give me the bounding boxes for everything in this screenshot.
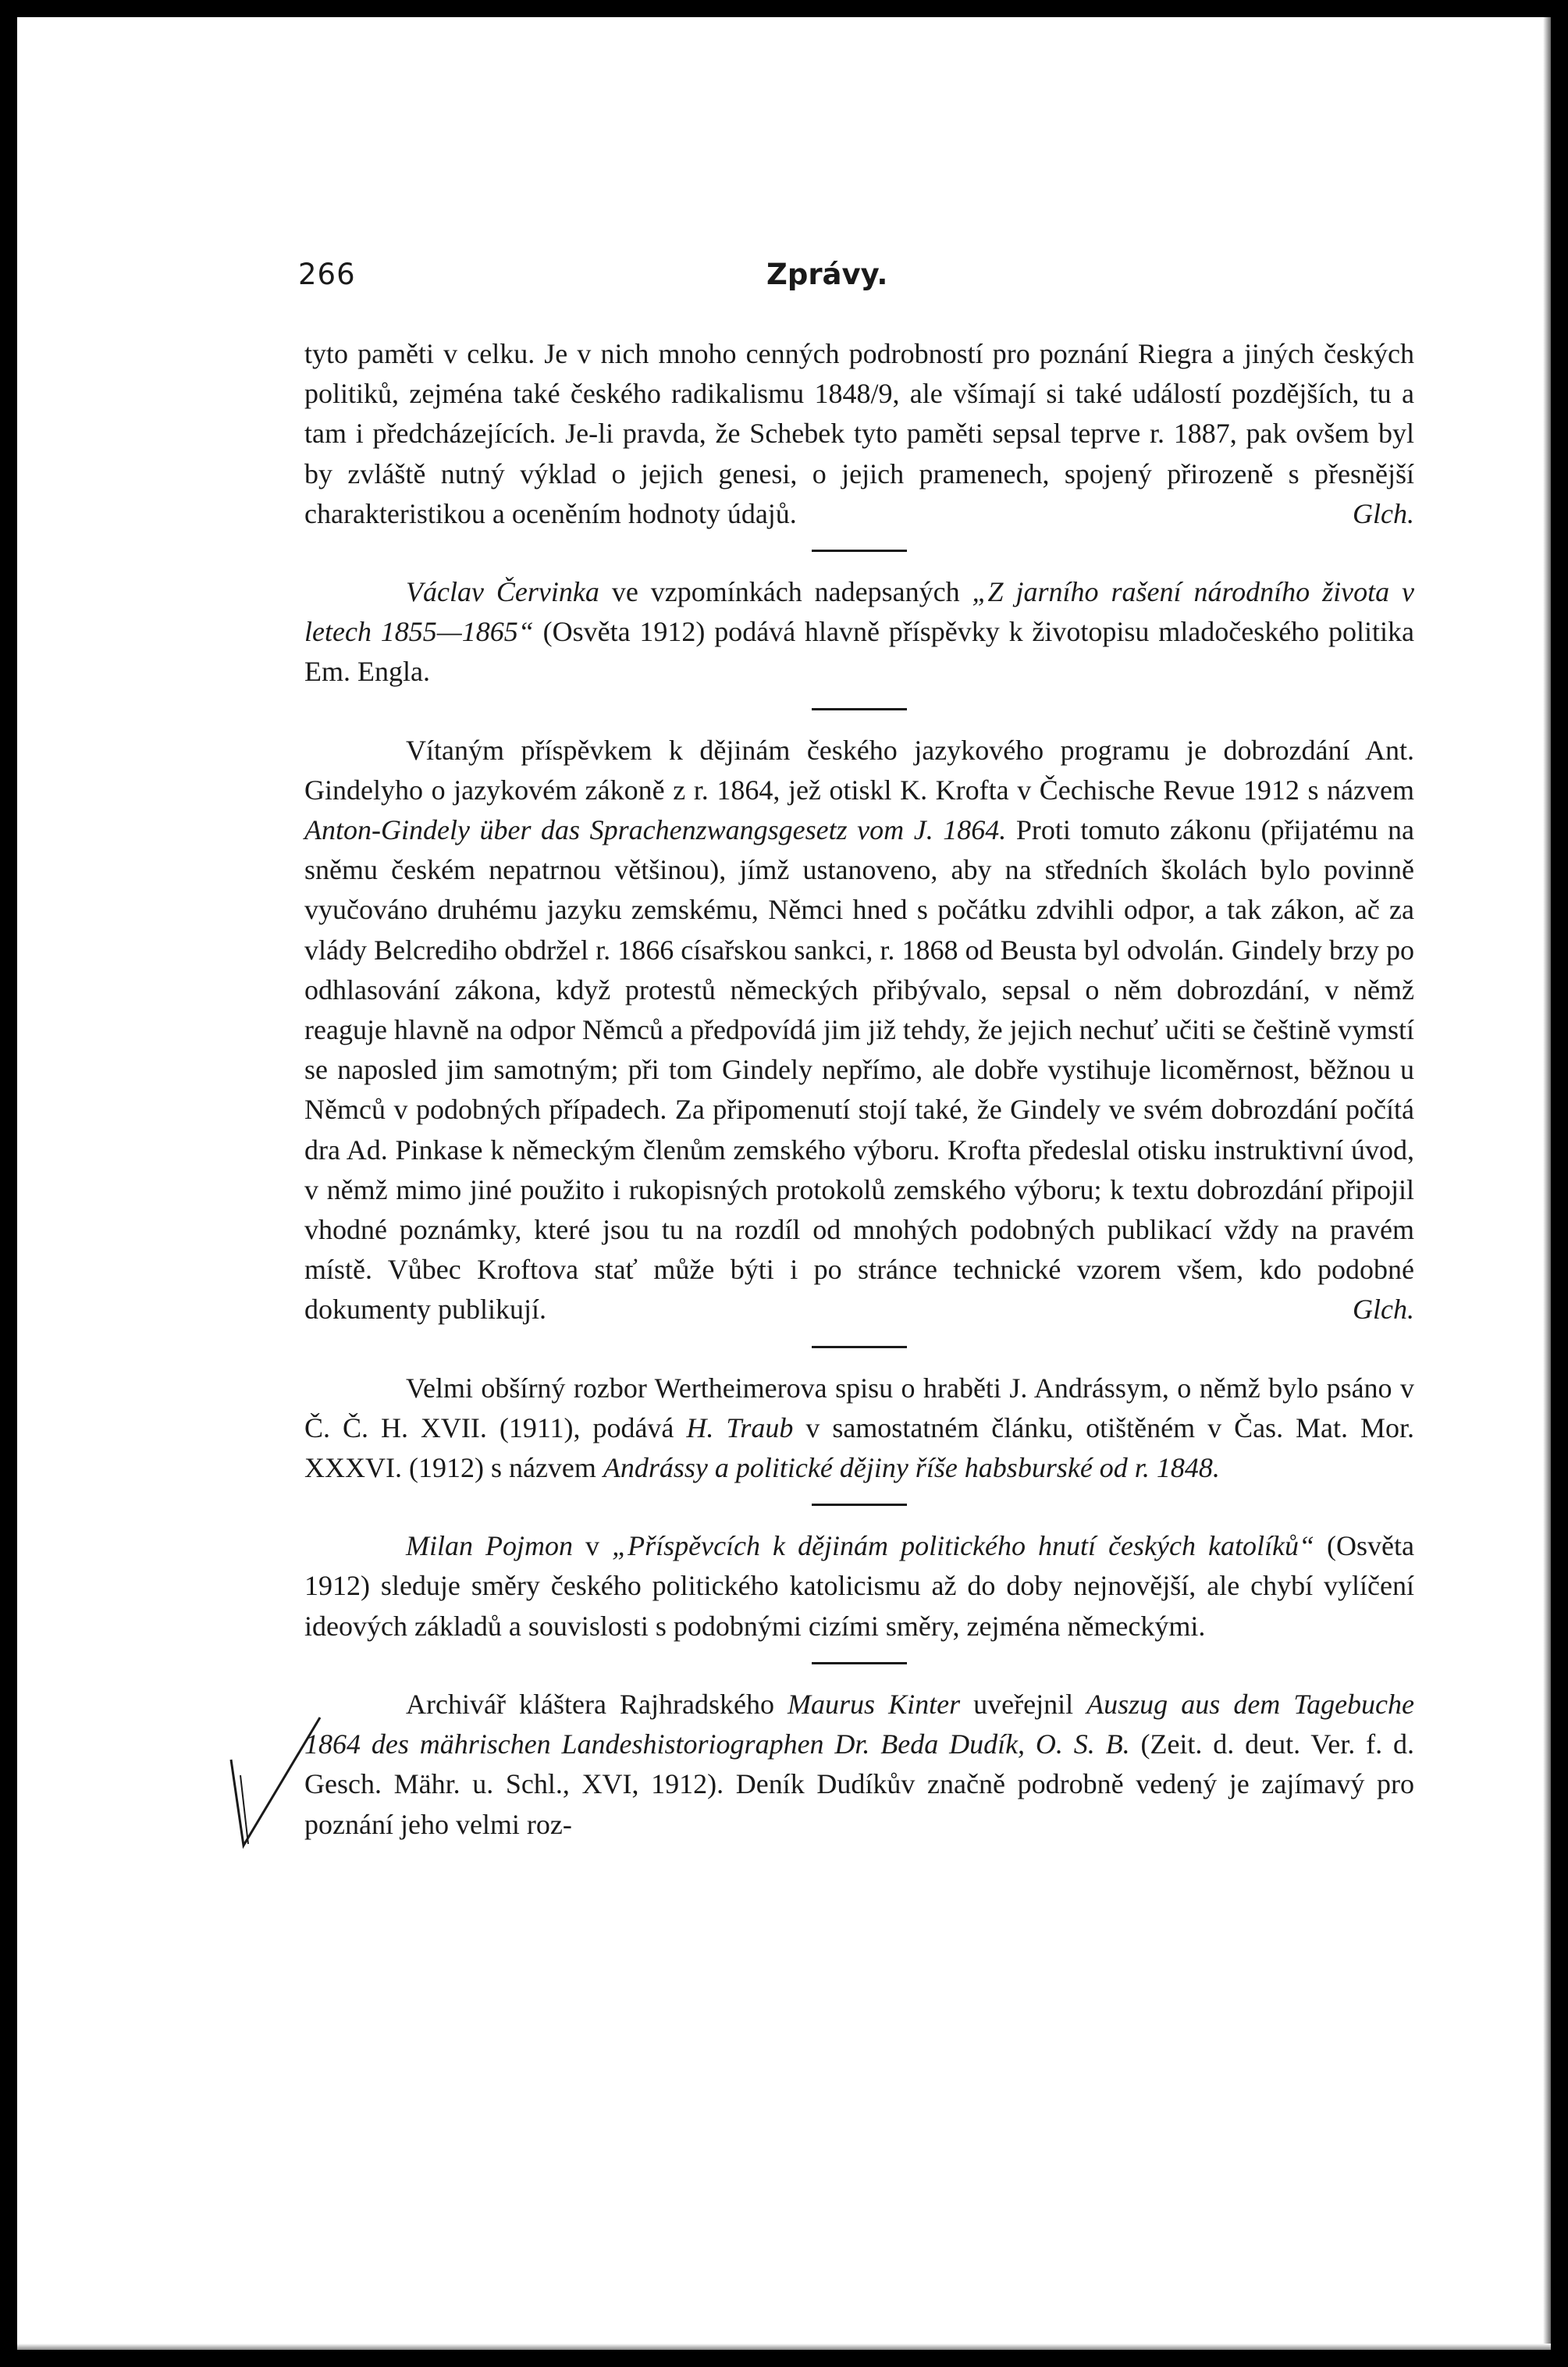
paragraph-3: Vítaným příspěvkem k dějinám českého jazykového programu je dobrozdání Ant. Gindelyho o jazykovém zákoně z r. 1864, jež otiskl K. Krofta v Čechische Revue 1912 s názvem Anton-Gindely über das Sprachenzwangsgesetz vom J. 1864. Proti tomuto zákonu (přijatému na sněmu českém nepatrnou většinou), jímž ustanoveno, aby na středních školách bylo povinně vyučováno druhému jazyku zemskému, Němci hned s počátku zdvihli odpor, a tak zákon, ač za vlády Belcrediho obdržel r. 1866 císařskou sankci, r. 1868 od Beusta byl odvolán. Gindely brzy po odhlasování zákona, když protestů německých přibývalo, sepsal o něm dobrozdání, v němž reaguje hlavně na odpor Němců a předpovídá jim již tehdy, že jejich nechuť učiti se češtině vymstí se naposled jim samotným; při tom Gindely nepřímo, ale dobře vystihuje licoměrnost, běžnou u Němců v podobných případech. Za připomenutí stojí také, že Gindely ve svém dobrozdání počítá dra Ad. Pinkase k německým členům zemského výboru. Krofta předeslal otisku instruktivní úvod, v němž mimo jiné použito i rukopisných protokolů zemského výboru; k textu dobrozdání připojil vhodné poznámky, které jsou tu na rozdíl od mnohých podobných publikací vždy na pravém místě. Vůbec Kroftova stať může býti i po stránce technické vzorem všem, kdo podobné dokumenty publikují. Glch. — [304, 731, 1414, 1330]
paragraph-5: Milan Pojmon v „Příspěvcích k dějinám politického hnutí českých katolíků“ (Osvěta 1912) sleduje směry českého politického katolicismu až do doby nejnovější, ale chybí vylíčení ideových základů a souvislosti s podobnými cizími směry, zejména německými. — [304, 1530, 1414, 1642]
divider — [812, 1346, 907, 1348]
signature: Glch. — [1353, 497, 1414, 529]
divider — [812, 708, 907, 710]
running-title: Zprávy. — [766, 258, 888, 291]
work-title: Auszug aus dem Tagebuche 1864 des mährischen Landeshistoriographen Dr. Beda Dudík, O. S. B. — [304, 1688, 1415, 1760]
work-title: „Příspěvcích k dějinám politického hnutí českých katolíků“ — [612, 1530, 1314, 1562]
page-sheet — [17, 17, 1551, 2350]
paragraph-2: Václav Červinka ve vzpomínkách nadepsaných „Z jarního rašení národního života v letech 1855—1865“ (Osvěta 1912) podává hlavně příspěvky k životopisu mladočeského politika Em. Engla. — [304, 576, 1414, 688]
divider — [812, 1504, 907, 1506]
signature: Glch. — [1353, 1294, 1414, 1326]
paragraph-4: Velmi obšírný rozbor Wertheimerova spisu o hraběti J. Andrássym, o němž bylo psáno v Č. Č. H. XVII. (1911), podává H. Traub v samostatném článku, otištěném v Čas. Mat. Mor. XXXVI. (1912) s názvem Andrássy a politické dějiny říše habsburské od r. 1848. — [304, 1372, 1414, 1484]
work-title: Andrássy a politické dějiny říše habsburské od r. 1848. — [603, 1452, 1220, 1484]
work-title: Anton-Gindely über das Sprachenzwangsgesetz vom J. 1864. — [304, 814, 1007, 846]
page-bottom-shadow — [17, 2344, 1551, 2350]
divider — [812, 550, 907, 552]
page-number: 266 — [298, 258, 356, 291]
article-body — [304, 334, 1414, 1845]
author-name: Milan Pojmon — [406, 1530, 574, 1562]
paragraph-1 — [304, 334, 1414, 534]
author-name: Václav Červinka — [406, 576, 599, 608]
divider — [812, 1662, 907, 1664]
paragraph-1-text: tyto paměti v celku. Je v nich mnoho cenných podrobností pro poznání Riegra a jiných českých politiků, zejména také českého radikalismu 1848/9, ale všímají si také událostí pozdějších, tu a tam i předcházejících. Je-li pravda, že Schebek tyto paměti sepsal teprve r. 1887, pak ovšem byl by zvláště nutný výklad o jejich genesi, o jejich pramenech, spojený přirozeně s přesnější charakteristikou a oceněním hodnoty údajů. — [304, 338, 1414, 529]
work-title: „Z jarního rašení národního života v letech 1855—1865“ — [304, 576, 1414, 648]
page-header — [17, 258, 1551, 304]
author-name: H. Traub — [686, 1411, 794, 1443]
page-edge-shadow — [1543, 17, 1551, 2350]
author-name: Maurus Kinter — [788, 1688, 961, 1720]
paragraph-6: Archivář kláštera Rajhradského Maurus Kinter uveřejnil Auszug aus dem Tagebuche 1864 des mährischen Landeshistoriographen Dr. Beda Dudík, O. S. B. (Zeit. d. deut. Ver. f. d. Gesch. Mähr. u. Schl., XVI, 1912). Deník Dudíkův značně podrobně vedený je zajímavý pro poznání jeho velmi roz- — [304, 1688, 1415, 1840]
